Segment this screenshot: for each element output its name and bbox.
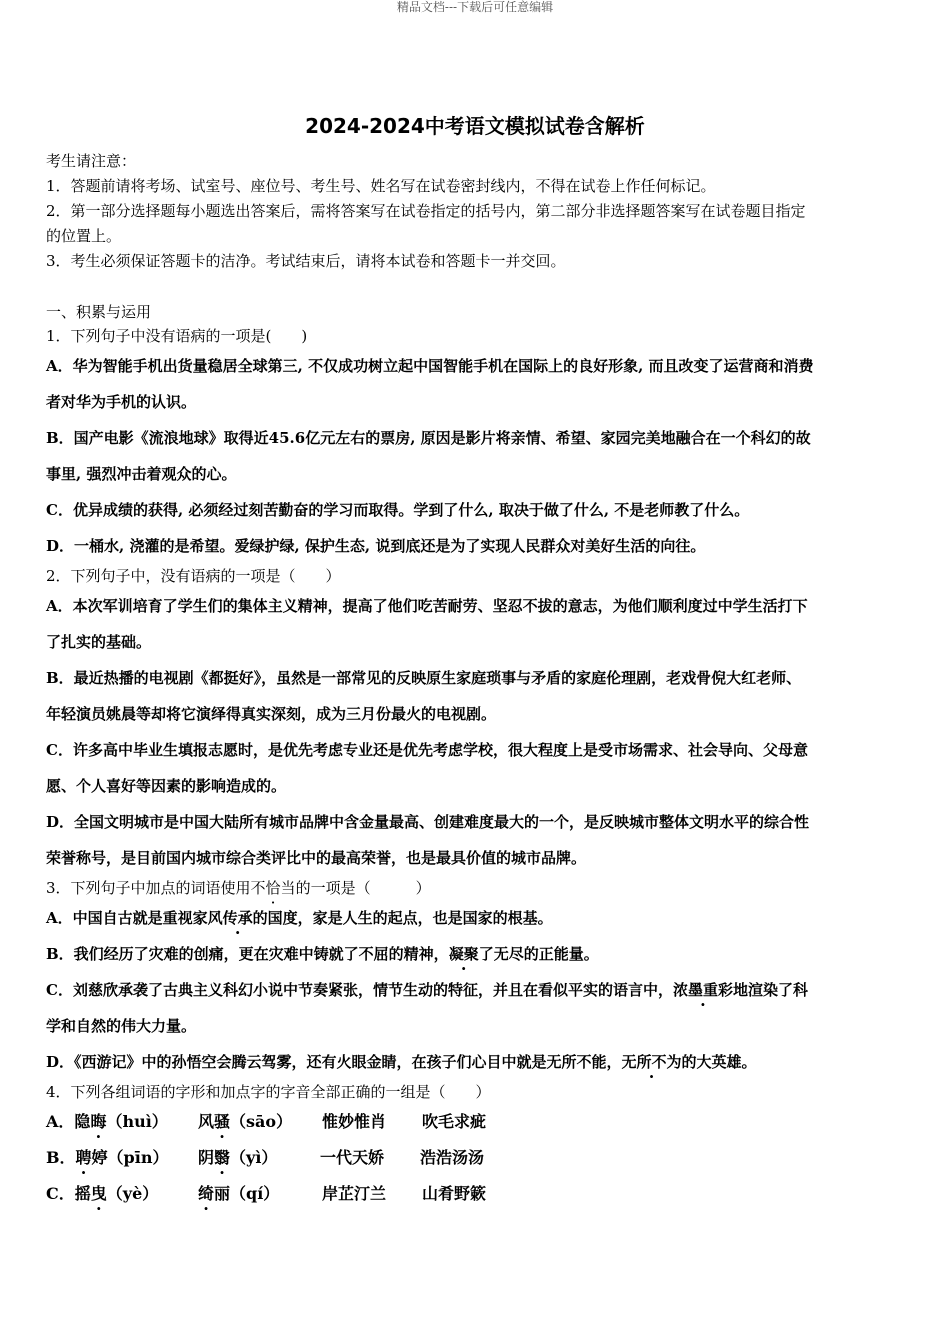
option-a: A．中国自古就是重视家风传承的国度，家是人生的起点，也是国家的根基。: [46, 909, 553, 927]
question-stem: 2．下列句子中，没有语病的一项是（ ）: [46, 567, 341, 585]
option-c: C．刘慈欣承袭了古典主义科幻小说中节奏紧张，情节生动的特征，并且在看似平实的语言中，浓墨重彩地渲染了科: [46, 981, 808, 999]
option-b-cont: 年轻演员姚晨等却将它演绎得真实深刻，成为三月份最火的电视剧。: [46, 705, 497, 723]
option-c-cont: 学和自然的伟大力量。: [46, 1017, 197, 1035]
option-a: [46, 1104, 896, 1140]
question-stem: 4．下列各组词语的字形和加点字的字音全部正确的一组是（ ）: [46, 1083, 491, 1101]
term-cell: 吹毛求疵: [422, 1112, 487, 1131]
dotted-word: 凝聚: [448, 945, 479, 963]
term-cell: C．摇曳（yè）: [46, 1184, 159, 1203]
dotted-word: 不恰当: [250, 879, 296, 897]
question-2: [46, 564, 896, 876]
notice-item: 2．第一部分选择题每小题选出答案后，需将答案写在试卷指定的括号内，第二部分非选择题答案写在试卷题目指定: [46, 202, 806, 220]
option-d: D．《西游记》中的孙悟空会腾云驾雾，还有火眼金睛，在孩子们心目中就是无所不能，无所不为的大英雄。: [46, 1053, 757, 1071]
option-b: B．国产电影《流浪地球》取得近45.6亿元左右的票房, 原因是影片将亲情、希望、家园完美地融合在一个科幻的故: [46, 429, 811, 447]
question-1: [46, 324, 896, 564]
page-header: 精品文档---下载后可任意编辑: [396, 0, 554, 14]
option-c-cont: 愿、个人喜好等因素的影响造成的。: [46, 777, 287, 795]
option-b: [46, 1140, 896, 1176]
notice-block: [46, 150, 896, 275]
option-b-cont: 事里, 强烈冲击着观众的心。: [46, 465, 237, 483]
term-cell: A．隐晦（huì）: [46, 1112, 168, 1131]
option-c: C．许多高中毕业生填报志愿时，是优先考虑专业还是优先考虑学校，很大程度上是受市场需求、社会导向、父母意: [46, 741, 808, 759]
section-heading: 一、积累与运用: [46, 303, 152, 321]
term-cell: 风骚（sāo）: [198, 1112, 293, 1131]
question-stem: 1．下列句子中没有语病的一项是( ): [46, 327, 308, 345]
option-b: B．我们经历了灾难的创痛，更在灾难中铸就了不屈的精神，凝聚了无尽的正能量。: [46, 945, 599, 963]
notice-item: 1．答题前请将考场、试室号、座位号、考生号、姓名写在试卷密封线内，不得在试卷上作任何标记。: [46, 177, 716, 195]
dotted-word: 无所不为: [621, 1053, 682, 1071]
notice-item: 3．考生必须保证答题卡的洁净。考试结束后，请将本试卷和答题卡一并交回。: [46, 252, 566, 270]
term-cell: 惟妙惟肖: [322, 1112, 387, 1131]
option-a-cont: 了扎实的基础。: [46, 633, 152, 651]
option-d-cont: 荣誉称号，是目前国内城市综合类评比中的最高荣誉，也是最具价值的城市品牌。: [46, 849, 587, 867]
page-title: 2024-2024中考语文模拟试卷含解析: [305, 114, 645, 138]
option-d: D．全国文明城市是中国大陆所有城市品牌中含金量最高、创建难度最大的一个，是反映城市整体文明水平的综合性: [46, 813, 810, 831]
notice-item: 的位置上。: [46, 227, 122, 245]
term-cell: 一代天娇: [320, 1148, 385, 1167]
term-cell: 绮丽（qí）: [198, 1184, 280, 1203]
option-d: D．一桶水, 浇灌的是希望。爱绿护绿, 保护生态, 说到底还是为了实现人民群众对美好生活的向往。: [46, 537, 706, 555]
term-cell: 山肴野簌: [422, 1184, 487, 1203]
question-3: [46, 876, 896, 1080]
option-a-cont: 者对华为手机的认识。: [46, 393, 197, 411]
question-stem: 3．下列句子中加点的词语使用不恰当的一项是（ ）: [46, 879, 431, 897]
dotted-word: 传承: [222, 909, 253, 927]
dotted-word: 浓墨重彩: [672, 981, 733, 999]
option-c: C．优异成绩的获得, 必须经过刻苦勤奋的学习而取得。学到了什么, 取决于做了什么, 不是老师教了什么。: [46, 501, 750, 519]
term-cell: 岸芷汀兰: [322, 1184, 387, 1203]
option-a: A．华为智能手机出货量稳居全球第三, 不仅成功树立起中国智能手机在国际上的良好形象, 而且改变了运营商和消费: [46, 357, 814, 375]
notice-heading: 考生请注意：: [46, 152, 137, 170]
option-c: [46, 1176, 896, 1212]
option-b: B．最近热播的电视剧《都挺好》，虽然是一部常见的反映原生家庭琐事与矛盾的家庭伦理剧，老戏骨倪大红老师、: [46, 669, 802, 687]
document-body: [46, 150, 896, 1212]
term-cell: 阴翳（yì）: [198, 1148, 278, 1167]
option-a: A．本次军训培育了学生们的集体主义精神，提高了他们吃苦耐劳、坚忍不拔的意志，为他们顺利度过中学生活打下: [46, 597, 808, 615]
question-4: [46, 1080, 896, 1212]
term-cell: B．聘婷（pīn）: [46, 1148, 169, 1167]
term-cell: 浩浩汤汤: [420, 1148, 485, 1167]
